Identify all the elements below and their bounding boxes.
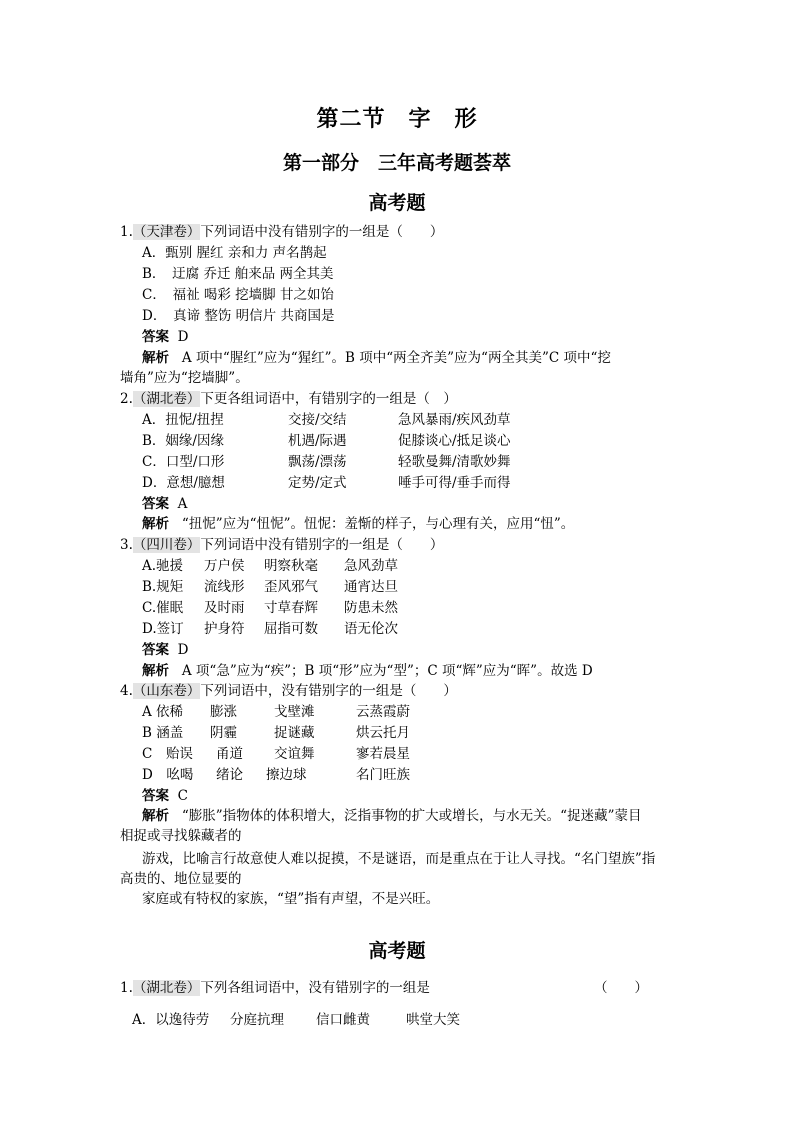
q1-analysis: 解析 A 项中“腥红”应为“猩红”。B 项中“两全齐美”应为“两全其美”C 项中“挖 [142,350,611,366]
heading-gaokao-1: 高考题 [368,192,426,214]
source-tag: （湖北卷） [132,980,201,996]
source-tag: （山东卷） [132,683,201,699]
question-4-stem: 4.（山东卷）下列词语中，没有错别字的一组是（ ） [120,683,457,699]
source-tag: （四川卷） [132,537,201,553]
q4-analysis-line-2: 相捉或寻找躲藏者的 [120,828,242,844]
q3-answer: 答案 D [142,642,189,658]
heading-gaokao-2: 高考题 [368,940,426,962]
q1-option-c: C． 福祉 喝彩 挖墙脚 甘之如饴 [142,287,334,303]
q4-analysis-line-4: 高贵的、地位显要的 [120,871,242,887]
q2-answer: 答案 A [142,496,188,512]
q1-option-b: B． 迂腐 乔迁 舶来品 两全其美 [142,266,334,282]
q1-analysis-cont: 墙角”应为“挖墙脚”。 [120,370,249,386]
section2-question-1-stem: 1.（湖北卷）下列各组词语中，没有错别字的一组是 [120,980,430,996]
source-tag: （湖北卷） [132,391,201,407]
question-1-stem: 1.（天津卷）下列词语中没有错别字的一组是（ ） [120,224,444,240]
question-2-stem: 2.（湖北卷）下更各组词语中，有错别字的一组是（ ） [120,391,457,407]
q4-answer: 答案 C [142,788,188,804]
q1-option-a: A．甄别 腥红 亲和力 声名鹊起 [142,245,327,261]
document-page: 第二节 字 形 第一部分 三年高考题荟萃 高考题 1.（天津卷）下列词语中没有错别字的一组是（ ） A．甄别 腥红 亲和力 声名鹊起 B． 迂腐 乔迁 舶来品 两全其美 C． 福祉 喝彩 挖墙脚 甘之如饴 D． 真谛 整饬 明信片 共商国是 答案 D 解析 A 项中“腥红”应为“猩红”。B 项中“两全齐美”应为“两全其美”C 项中“挖 墙角”应为“挖墙脚”。 2.（湖北卷）下更各组词语中，有错别字的一组是（ ） A．扭怩/扭捏 交接/交结 急风暴雨/疾风劲草 B．姻缘/因缘 机遇/际遇 促膝谈心/抵足谈心 C．口型/口形 飘荡/漂荡 轻歌曼舞/清歌妙舞 D．意想/臆想 定势/定式 唾手可得/垂手而得 答案 A 解析 “扭怩”应为“忸怩”。忸怩：羞惭的样子，与心理有关，应用“忸”。 3.（四川卷）下列词语中没有错别字的一组是（ ） A.驰援 万户侯 明察秋毫 急风劲草 B.规矩 流线形 歪风邪气 通宵达旦 C.催眠 及时雨 寸草春辉 防患未然 D.签订 护身符 屈指可数 语无伦次 答案 D 解析 A 项“急”应为“疾”；B 项“形”应为“型”；C 项“辉”应为“晖”。故选 D 4.（山东卷）下列词语中，没有错别字的一组是（ ） A 依稀 膨涨 戈壁滩 云蒸霞蔚 B 涵盖 阴霾 捉谜藏 烘云托月 C 贻误 甬道 交谊舞 寥若晨星 D 吆喝 绪论 擦边球 名门旺族 答案 C 解析 “膨胀”指物体的体积增大，泛指事物的扩大或增长，与水无关。“捉迷藏”蒙目 相捉或寻找躲藏者的 游戏，比喻言行故意使人难以捉摸，不是谜语，而是重点在于让人寻找。“名门望族”指 高贵的、地位显要的 家庭或有特权的家族，“望”指有声望，不是兴旺。 高考题 1.（湖北卷）下列各组词语中，没有错别字的一组是 （ ） A．以逸待劳 分庭抗理 信口雌黄 哄堂大笑 [0,0,794,1123]
source-tag: （天津卷） [132,224,201,240]
q4-analysis-line-3: 游戏，比喻言行故意使人难以捉摸，不是谜语，而是重点在于让人寻找。“名门望族”指 [142,851,656,867]
q1-option-d: D． 真谛 整饬 明信片 共商国是 [142,308,335,324]
question-3-stem: 3.（四川卷）下列词语中没有错别字的一组是（ ） [120,537,444,553]
part-title: 第一部分 三年高考题荟萃 [282,152,511,174]
q4-analysis: 解析 “膨胀”指物体的体积增大，泛指事物的扩大或增长，与水无关。“捉迷藏”蒙目 [142,808,642,824]
q1-answer: 答案 D [142,329,189,345]
section2-q1-paren: （ ） [594,980,648,996]
q3-analysis: 解析 A 项“急”应为“疾”；B 项“形”应为“型”；C 项“辉”应为“晖”。故选 D [142,663,593,679]
q4-analysis-line-5: 家庭或有特权的家族，“望”指有声望，不是兴旺。 [142,891,440,907]
q2-analysis: 解析 “扭怩”应为“忸怩”。忸怩：羞惭的样子，与心理有关，应用“忸”。 [142,516,575,532]
section-title: 第二节 字 形 [316,106,478,132]
